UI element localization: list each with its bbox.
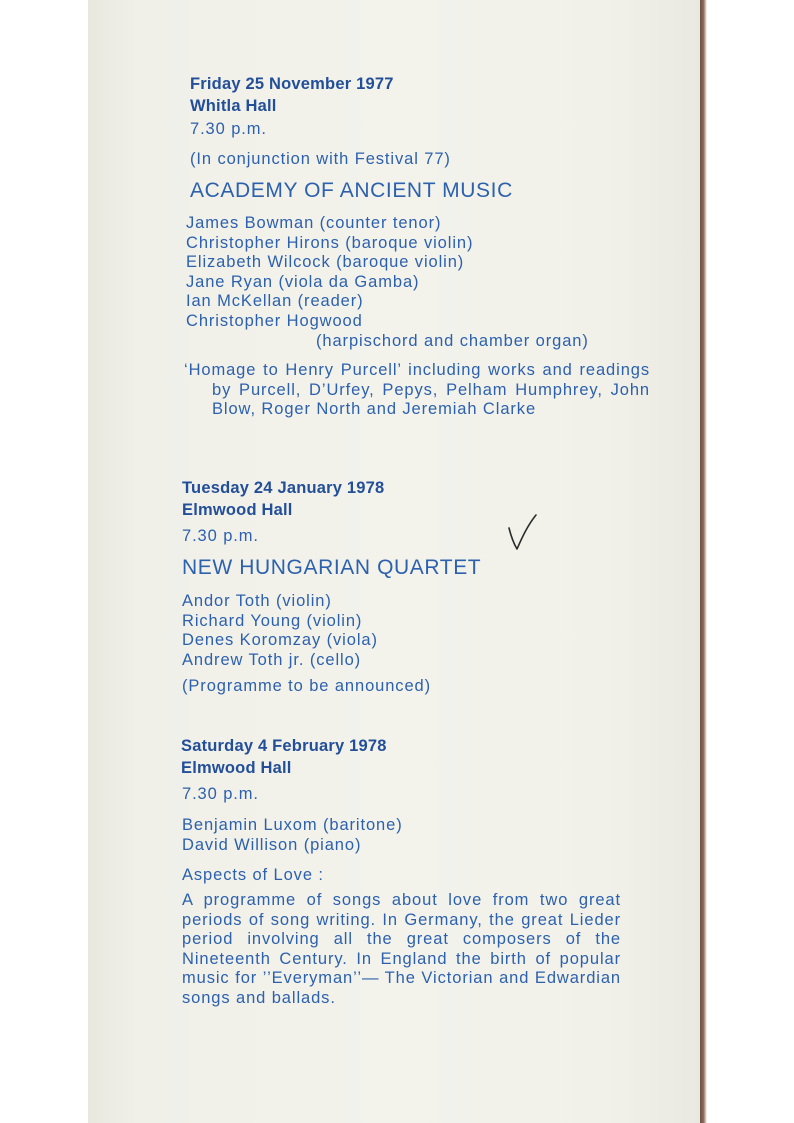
paper-edge (700, 0, 707, 1123)
performer: Ian McKellan (reader) (186, 292, 364, 311)
event3-date: Saturday 4 February 1978 (181, 737, 387, 755)
event1-date: Friday 25 November 1977 (190, 75, 394, 93)
performer-instrument: (harpischord and chamber organ) (316, 331, 589, 350)
event1-time: 7.30 p.m. (190, 120, 267, 138)
event2-title: NEW HUNGARIAN QUARTET (182, 556, 482, 579)
event2-header (182, 477, 384, 521)
performer: Denes Koromzay (viola) (182, 631, 378, 650)
event1-note: (In conjunction with Festival 77) (190, 150, 451, 168)
event1-header (190, 73, 394, 117)
event3-description: A programme of songs about love from two great periods of song writing. In Germany, the great Lieder period involving all the great composers of the Nineteenth Century. In England the birth of popular music for ’’Everyman’’— The Victorian and Edwardian songs and ballads. (182, 891, 621, 1007)
performer: David Willison (piano) (182, 835, 362, 854)
handwritten-check-icon (505, 512, 541, 552)
performer: Richard Young (violin) (182, 611, 363, 630)
performer: Elizabeth Wilcock (baroque violin) (186, 253, 465, 272)
performer: Jane Ryan (viola da Gamba) (186, 272, 420, 291)
event3-venue: Elmwood Hall (181, 759, 292, 777)
performer: Christopher Hirons (baroque violin) (186, 233, 474, 252)
event3-time: 7.30 p.m. (182, 785, 259, 803)
event1-title: ACADEMY OF ANCIENT MUSIC (190, 179, 513, 202)
performer: Benjamin Luxom (baritone) (182, 816, 403, 834)
event1-performers (186, 214, 626, 351)
event2-programme: (Programme to be announced) (182, 677, 432, 695)
event1-programme: ‘Homage to Henry Purcell’ including works and readings by Purcell, D’Urfey, Pepys, Pelham Humphrey, John Blow, Roger North and Jeremiah Clarke (184, 361, 650, 419)
event3-performers (182, 816, 622, 855)
event3-subtitle: Aspects of Love : (182, 866, 324, 884)
event2-venue: Elmwood Hall (182, 501, 293, 519)
performer: James Bowman (counter tenor) (186, 214, 442, 232)
event1-venue: Whitla Hall (190, 97, 277, 115)
performer: Christopher Hogwood (186, 311, 363, 330)
performer: Andrew Toth jr. (cello) (182, 650, 362, 669)
event2-time: 7.30 p.m. (182, 527, 259, 545)
performer: Andor Toth (violin) (182, 592, 332, 610)
event2-performers (182, 592, 622, 670)
event2-date: Tuesday 24 January 1978 (182, 479, 385, 497)
event3-header (181, 735, 387, 779)
